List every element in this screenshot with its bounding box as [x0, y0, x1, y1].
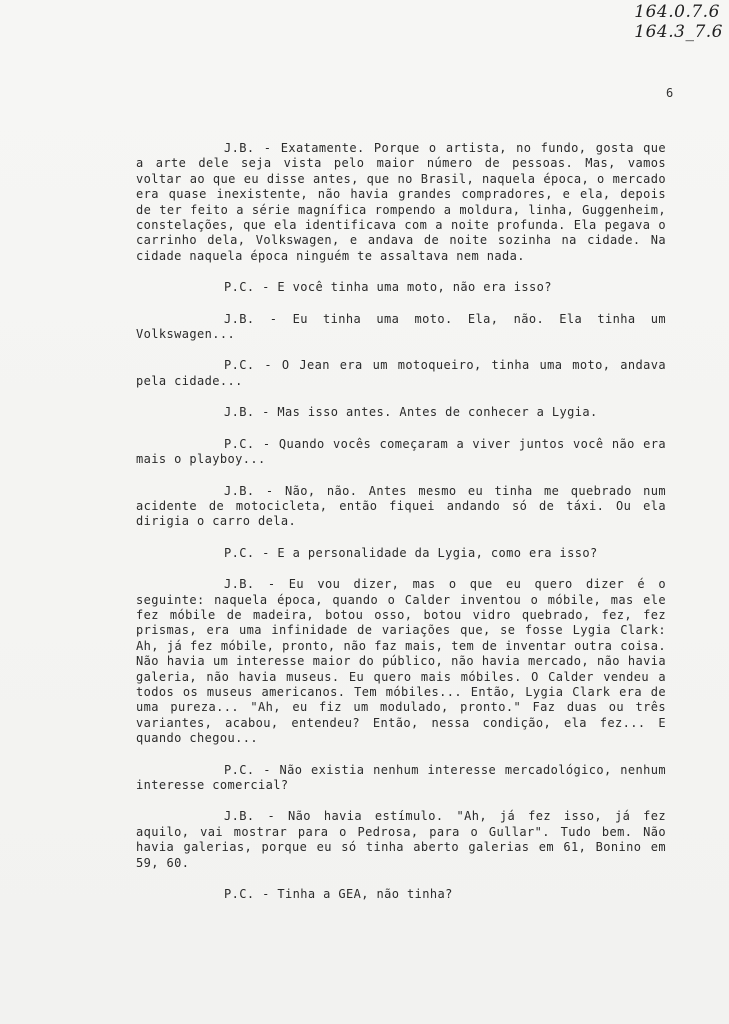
- transcript-paragraph: [136, 577, 666, 746]
- speaker-label: J.B.: [224, 483, 255, 498]
- speaker-label: J.B.: [224, 405, 255, 420]
- archive-code-line: 164.3_7.6: [634, 22, 723, 42]
- speaker-label: J.B.: [224, 311, 255, 326]
- paragraph-text: - O Jean era um motoqueiro, tinha uma moto, andava pela cidade...: [136, 358, 666, 388]
- archive-code-line: 164.0.7.6: [634, 2, 720, 22]
- transcript-paragraph: [136, 887, 666, 902]
- transcript-paragraph: [136, 280, 666, 295]
- transcript-paragraph: [136, 358, 666, 389]
- transcript-body: [136, 141, 666, 918]
- paragraph-text: - E você tinha uma moto, não era isso?: [262, 280, 552, 295]
- transcript-paragraph: [136, 405, 666, 420]
- paragraph-text: - Quando vocês começaram a viver juntos você não era mais o playboy...: [136, 436, 667, 467]
- transcript-paragraph: [136, 546, 666, 561]
- speaker-label: P.C.: [224, 545, 255, 560]
- handwritten-archive-code: [634, 2, 723, 42]
- paragraph-text: - Eu tinha uma moto. Ela, não. Ela tinha um Volkswagen...: [136, 311, 667, 342]
- speaker-label: J.B.: [224, 809, 255, 824]
- speaker-label: P.C.: [224, 762, 255, 777]
- speaker-label: P.C.: [224, 280, 255, 295]
- paragraph-text: - E a personalidade da Lygia, como era isso?: [262, 545, 598, 560]
- paragraph-text: - Eu vou dizer, mas o que eu quero dizer é o seguinte: naquela época, quando o Calder inventou o móbile, mas ele fez móbile de madeira, botou osso, botou vidro quebrado, fez, fez prismas, era uma infinidade de variações que, se fosse Lygia Clark: Ah, já fez móbile, pronto, não faz mais, tem de inventar outra coisa. Não havia um interesse maior do público, não havia mercado, não havia galeria, não havia museus. Eu quero mais móbiles. O Calder vendeu a todos os museus americanos. Tem móbiles... Então, Lygia Clark era de uma pureza... "Ah, eu fiz um modulado, pronto." Faz duas ou três variantes, acabou, entendeu? Então, nessa condição, ela fez... E quando chegou...: [136, 577, 667, 746]
- transcript-paragraph: [136, 312, 666, 343]
- paragraph-text: - Não havia estímulo. "Ah, já fez isso, já fez aquilo, vai mostrar para o Pedrosa, para o Gullar". Tudo bem. Não havia galerias, porque eu só tinha aberto galerias em 61, Bonino em 59, 60.: [136, 809, 667, 870]
- speaker-label: P.C.: [224, 436, 255, 451]
- speaker-label: P.C.: [224, 358, 255, 373]
- paragraph-text: - Exatamente. Porque o artista, no fundo, gosta que a arte dele seja vista pelo maior número de pessoas. Mas, vamos voltar ao que eu disse antes, que no Brasil, naquela época, o mercado era quase inexistente, não havia grandes compradores, e ela, depois de ter feito a série magnífica rompendo a moldura, linha, Guggenheim, constelações, que ela identificava com a noite profunda. Ela pegava o carrinho dela, Volkswagen, e andava de noite sozinha na cidade. Na cidade naquela época ninguém te assaltava nem nada.: [136, 141, 666, 263]
- transcript-paragraph: [136, 484, 666, 530]
- page-number: 6: [666, 86, 674, 100]
- speaker-label: J.B.: [224, 141, 255, 155]
- transcript-paragraph: [136, 437, 666, 468]
- transcript-paragraph: [136, 809, 666, 871]
- speaker-label: P.C.: [224, 887, 255, 902]
- paragraph-text: - Não existia nenhum interesse mercadológico, nenhum interesse comercial?: [136, 762, 667, 792]
- transcript-paragraph: [136, 141, 666, 264]
- paragraph-text: - Mas isso antes. Antes de conhecer a Lygia.: [262, 405, 598, 420]
- speaker-label: J.B.: [224, 577, 255, 592]
- paragraph-text: - Tinha a GEA, não tinha?: [262, 887, 453, 902]
- transcript-paragraph: [136, 763, 666, 794]
- paragraph-text: - Não, não. Antes mesmo eu tinha me quebrado num acidente de motocicleta, então fiquei andando só de táxi. Ou ela dirigia o carro dela.: [136, 483, 667, 529]
